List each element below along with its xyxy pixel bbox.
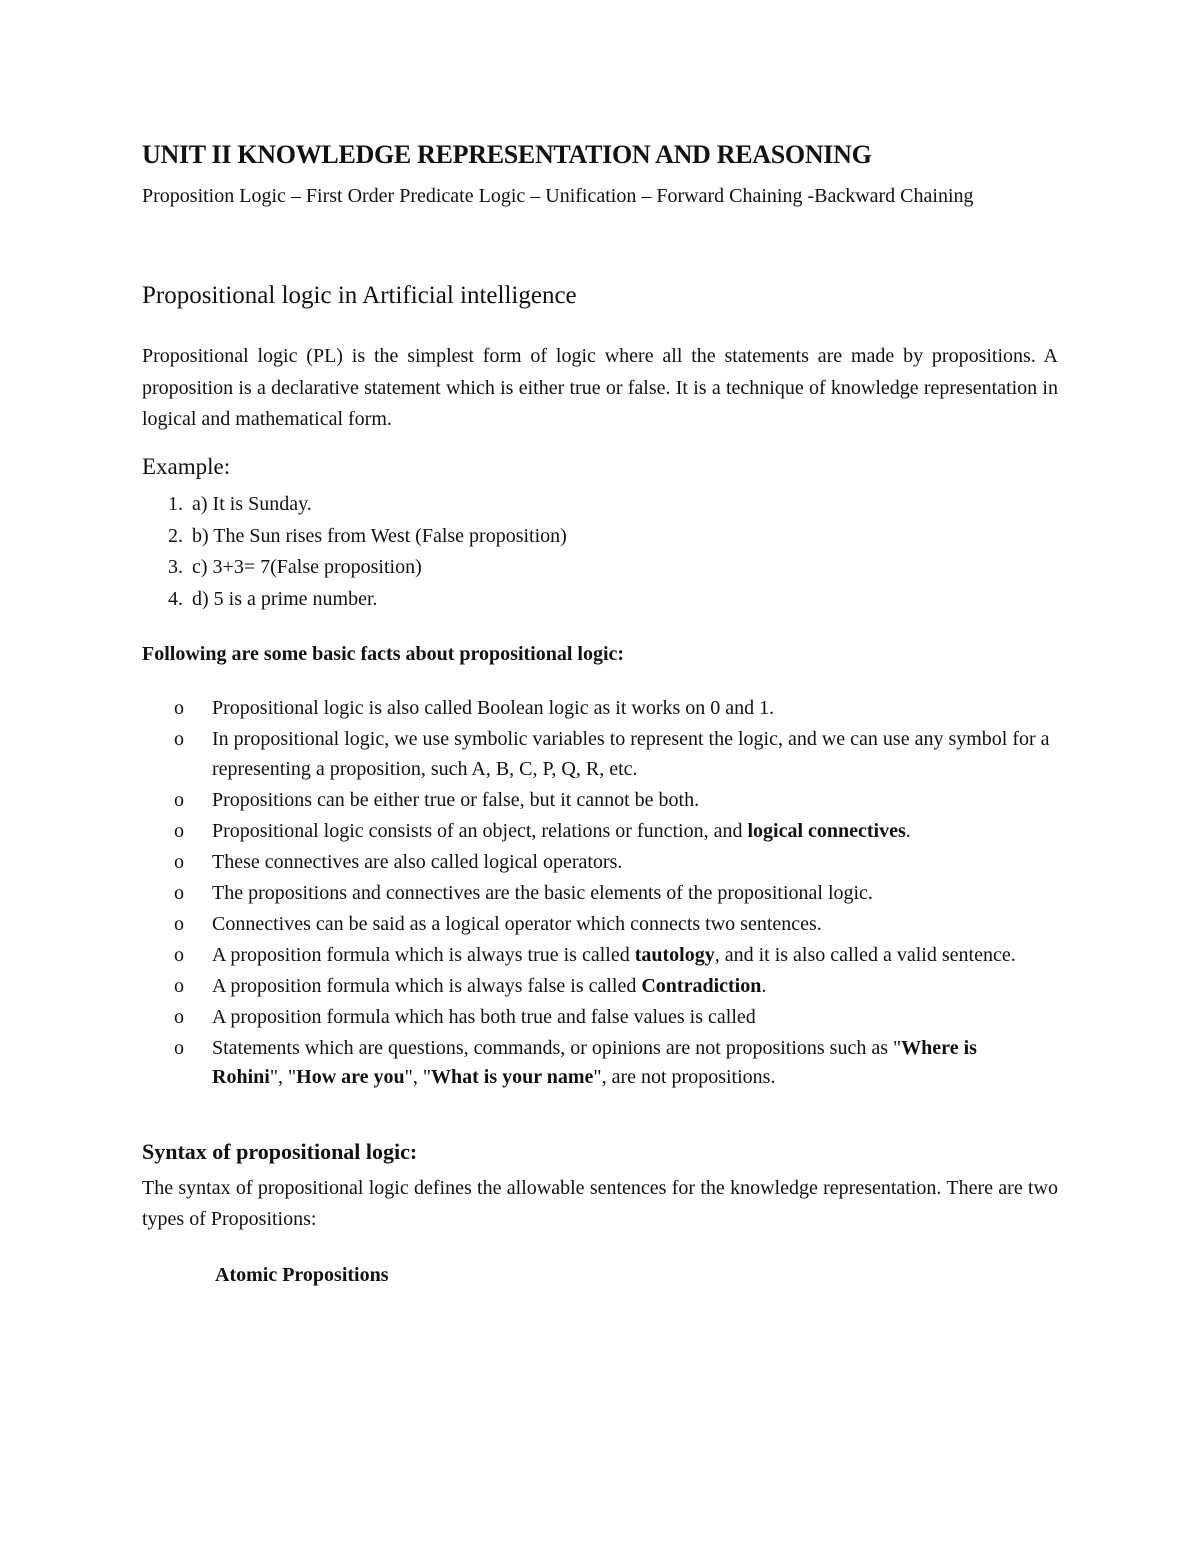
fact-text: A proposition formula which is always true is called <box>212 943 635 966</box>
fact-item <box>170 972 1050 1002</box>
syntax-paragraph: The syntax of propositional logic defines the allowable sentences for the knowledge representation. There are two types of Propositions: <box>142 1177 1058 1230</box>
bullet-marker: o <box>174 819 184 842</box>
fact-text: In propositional logic, we use symbolic variables to represent the logic, and we can use any symbol for a representing a proposition, such A, B, C, P, Q, R, etc. <box>212 728 1050 780</box>
fact-emphasis: logical connectives <box>747 819 906 842</box>
intro-paragraph: Propositional logic (PL) is the simplest form of logic where all the statements are made by propositions. A proposition is a declarative statement which is either true or false. It is a technique of knowledge representation in logical and mathematical form. <box>142 345 1058 430</box>
fact-text: . <box>761 974 767 997</box>
fact-emphasis: tautology <box>634 943 715 966</box>
fact-item <box>170 786 1050 816</box>
bullet-marker: o <box>174 788 184 811</box>
bullet-marker: o <box>174 728 184 750</box>
fact-item <box>170 1003 1050 1033</box>
fact-text: A proposition formula which has both true and false values is called <box>212 1005 756 1028</box>
facts-list <box>170 694 1050 1094</box>
fact-item <box>170 1034 1050 1093</box>
fact-text: . <box>905 819 911 842</box>
example-label: Example: <box>142 454 231 479</box>
fact-text: ", " <box>404 1066 431 1088</box>
fact-text: A proposition formula which is always false is called <box>212 974 642 997</box>
bullet-marker: o <box>174 1005 184 1028</box>
fact-item <box>170 910 1050 940</box>
facts-heading: Following are some basic facts about propositional logic: <box>142 643 625 665</box>
bullet-marker: o <box>174 912 184 935</box>
fact-emphasis: What is your name <box>430 1066 594 1088</box>
section-heading: Propositional logic in Artificial intelligence <box>142 282 577 309</box>
fact-text: ", " <box>269 1066 297 1088</box>
fact-item <box>170 694 1050 724</box>
bullet-marker: o <box>174 850 184 873</box>
fact-emphasis: Where is Rohini <box>212 1036 977 1088</box>
syntax-heading: Syntax of propositional logic: <box>142 1139 418 1164</box>
fact-text: Propositional logic is also called Boolean logic as it works on 0 and 1. <box>212 697 775 719</box>
unit-topics: Proposition Logic – First Order Predicate Logic – Unification – Forward Chaining -Backward Chaining <box>142 185 974 207</box>
fact-text: , and it is also called a valid sentence. <box>714 943 1016 966</box>
list-item: 3. c) 3+3= 7(False proposition) <box>188 552 888 584</box>
fact-item <box>170 879 1050 909</box>
list-item: 2. b) The Sun rises from West (False proposition) <box>188 521 888 553</box>
bullet-marker: o <box>174 881 184 904</box>
bullet-marker: o <box>174 697 184 719</box>
fact-emphasis: Contradiction <box>641 974 762 997</box>
fact-text: These connectives are also called logical operators. <box>212 850 623 873</box>
fact-text: Statements which are questions, commands, or opinions are not propositions such as " <box>212 1036 902 1059</box>
example-list <box>160 489 888 615</box>
fact-text: ", are not propositions. <box>593 1066 776 1088</box>
atomic-propositions-heading: Atomic Propositions <box>215 1264 389 1286</box>
fact-text: Connectives can be said as a logical operator which connects two sentences. <box>212 912 822 935</box>
fact-text: The propositions and connectives are the basic elements of the propositional logic. <box>212 881 873 904</box>
fact-item <box>170 941 1050 971</box>
fact-text: Propositional logic consists of an object, relations or function, and <box>212 819 748 842</box>
list-item: 1. a) It is Sunday. <box>188 489 888 521</box>
bullet-marker: o <box>174 974 184 997</box>
fact-item <box>170 817 1050 847</box>
fact-item <box>170 725 1050 784</box>
list-item: 4. d) 5 is a prime number. <box>188 584 888 616</box>
fact-text: Propositions can be either true or false, but it cannot be both. <box>212 788 700 811</box>
bullet-marker: o <box>174 1036 184 1059</box>
bullet-marker: o <box>174 943 184 966</box>
fact-item <box>170 848 1050 878</box>
fact-emphasis: How are you <box>296 1066 405 1088</box>
page-title: UNIT II KNOWLEDGE REPRESENTATION AND REASONING <box>142 140 872 169</box>
